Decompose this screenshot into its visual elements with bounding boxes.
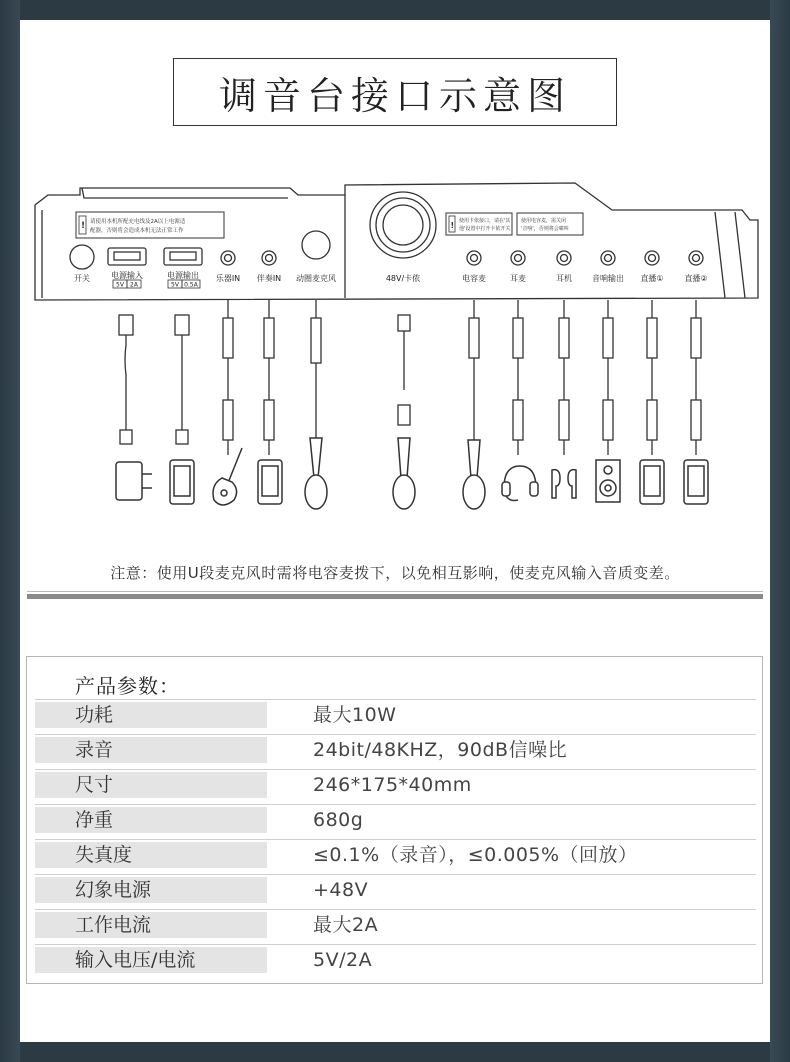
warning-right-line2: '音响'，否则将会啸叫	[521, 226, 569, 232]
port-label-live1: 直播①	[640, 274, 664, 283]
spec-value: 5V/2A	[313, 949, 373, 971]
phone-icon	[258, 460, 282, 504]
page-title: 调音台接口示意图	[173, 58, 617, 126]
warning-mid-line2: 他'设置中打开卡依开关	[459, 226, 511, 232]
svg-text:2A: 2A	[130, 281, 138, 289]
svg-text:!: !	[81, 221, 86, 231]
spec-label: 输入电压/电流	[35, 947, 267, 973]
spec-value: 最大2A	[313, 914, 379, 936]
spec-value: 246*175*40mm	[313, 774, 472, 796]
dynamic-mic-icon	[305, 438, 327, 509]
spec-label: 失真度	[35, 842, 267, 868]
spec-value: +48V	[313, 879, 369, 901]
svg-text:0.5A: 0.5A	[184, 281, 198, 289]
usage-note: 注意：使用U段麦克风时需将电容麦拨下，以免相互影响，使麦克风输入音质变差。	[110, 564, 680, 582]
svg-text:5V: 5V	[116, 281, 124, 289]
divider	[27, 594, 763, 599]
spec-row-current	[35, 909, 756, 940]
spec-value: ≤0.1%（录音），≤0.005%（回放）	[313, 844, 638, 866]
xlr-mic-icon	[393, 438, 415, 509]
spec-label: 尺寸	[35, 772, 267, 798]
port-label-speaker-out: 音响输出	[592, 274, 624, 283]
spec-row-phantom	[35, 874, 756, 905]
port-label-power-switch: 开关	[74, 274, 90, 283]
condenser-mic-icon	[463, 440, 485, 509]
port-label-instrument: 乐器IN	[215, 274, 241, 283]
port-label-xlr: 48V/卡侬	[385, 274, 421, 283]
spec-row-recording	[35, 734, 756, 765]
svg-text:5V: 5V	[171, 281, 179, 289]
port-label-condenser: 电容麦	[462, 274, 486, 283]
spec-row-size	[35, 769, 756, 800]
spec-label: 幻象电源	[35, 877, 267, 903]
port-label-live2: 直播②	[684, 274, 708, 283]
earbuds-icon	[552, 470, 576, 498]
warning-right-line1: 使用电容麦，需关闭	[521, 218, 567, 224]
port-label-headset: 耳麦	[510, 274, 526, 283]
phone-icon	[170, 460, 194, 504]
port-label-power-in: 电源输入	[111, 271, 143, 280]
spec-label: 工作电流	[35, 912, 267, 938]
port-label-accompany: 伴奏IN	[256, 274, 282, 283]
power-adapter-icon	[116, 462, 152, 500]
spec-row-input	[35, 944, 756, 975]
port-label-power-out: 电源输出	[167, 271, 199, 280]
warning-mid-line1: 使用卡依接口，请在'其	[459, 218, 511, 224]
svg-text:!: !	[450, 221, 455, 230]
port-label-dynamic-mic: 动圈麦克风	[296, 274, 336, 283]
spec-value: 680g	[313, 809, 364, 831]
spec-heading: 产品参数：	[75, 674, 180, 698]
divider-thin	[27, 591, 763, 592]
spec-row-weight	[35, 804, 756, 835]
guitar-icon	[213, 448, 242, 505]
spec-label: 录音	[35, 737, 267, 763]
port-label-headphone: 耳机	[556, 274, 572, 283]
spec-label: 功耗	[35, 702, 267, 728]
spec-value: 最大10W	[313, 704, 397, 726]
spec-value: 24bit/48KHZ，90dB信噪比	[313, 739, 568, 761]
phone-icon	[684, 460, 708, 504]
warning-left-line2: 配器，否则将会造成本机无法正常工作	[90, 228, 184, 234]
warning-left-line1: 请使用本机所配充电线及2A以上电源适	[90, 219, 186, 225]
spec-row-power	[35, 699, 756, 730]
speaker-icon	[596, 460, 620, 502]
spec-label: 净重	[35, 807, 267, 833]
spec-table	[26, 656, 763, 984]
spec-row-distortion	[35, 839, 756, 870]
phone-icon	[640, 460, 664, 504]
headset-icon	[502, 466, 538, 501]
